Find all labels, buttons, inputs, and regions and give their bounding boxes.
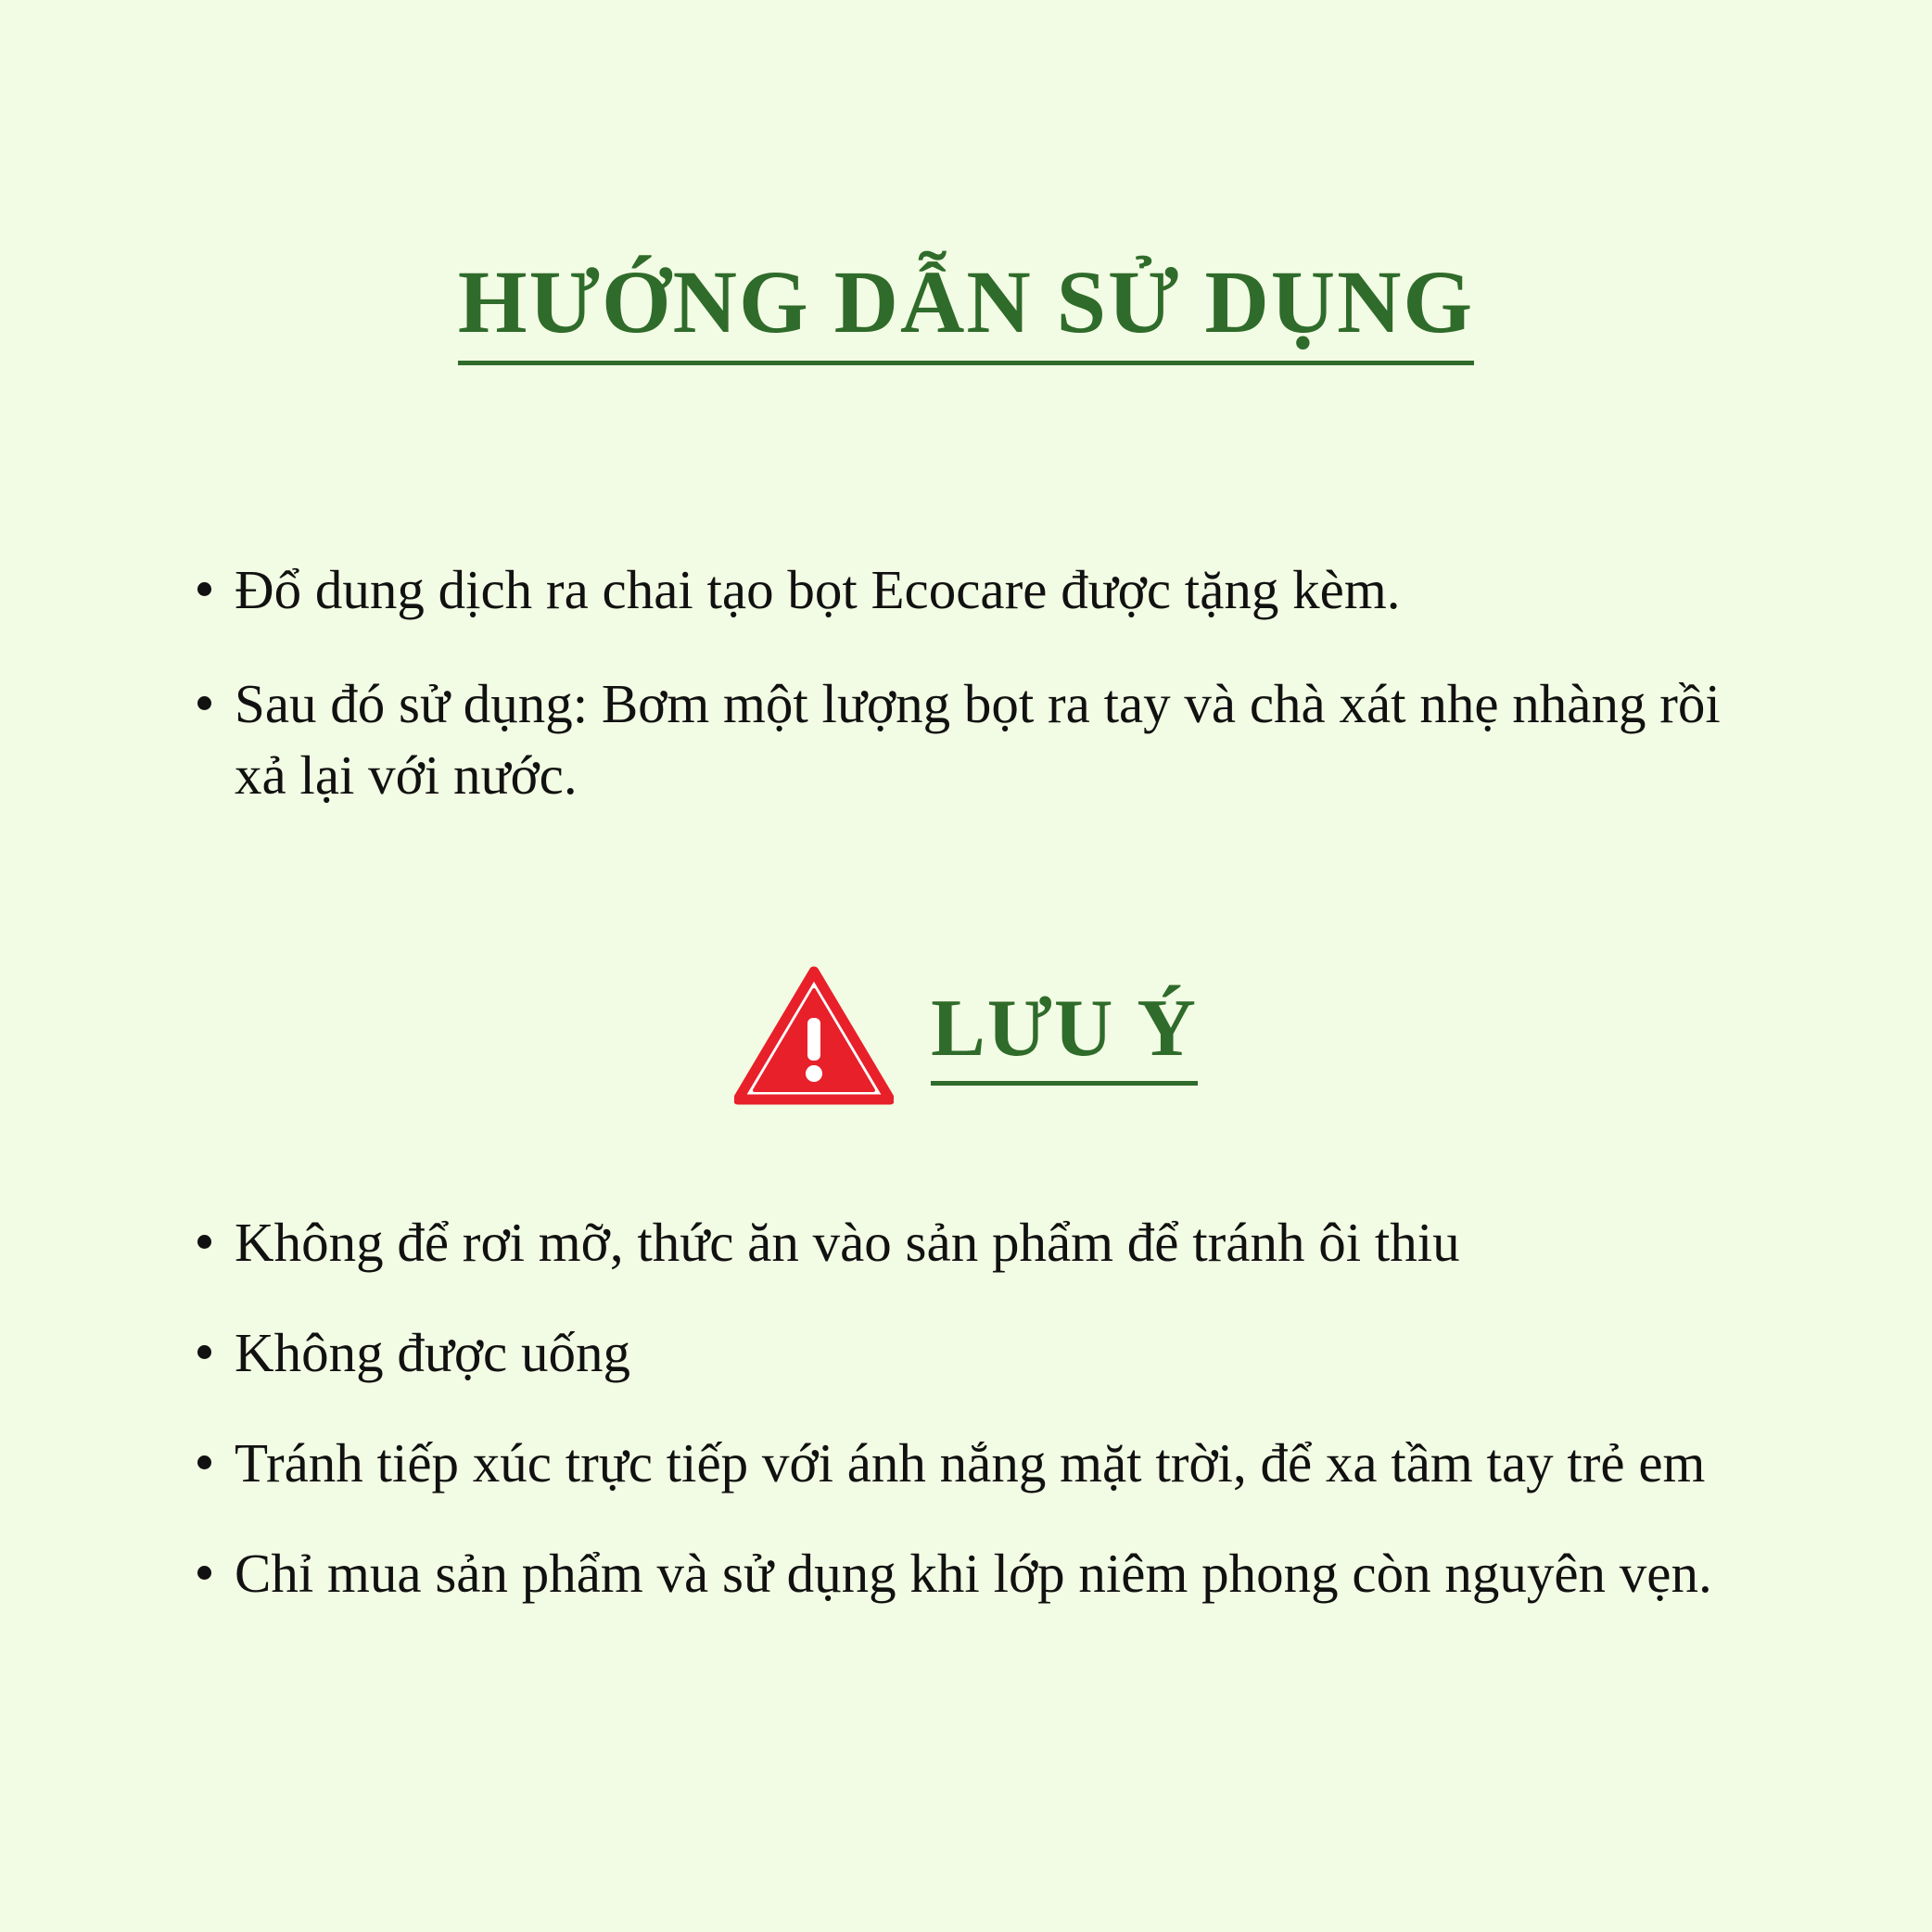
warning-triangle-icon — [734, 966, 894, 1105]
usage-steps-list — [0, 554, 1932, 810]
list-item: Không được uống — [190, 1317, 1765, 1389]
list-item: Không để rơi mỡ, thức ăn vào sản phẩm để tránh ôi thiu — [190, 1207, 1765, 1278]
warning-title: LƯU Ý — [931, 986, 1198, 1086]
list-item: Tránh tiếp xúc trực tiếp với ánh nắng mặt trời, để xa tầm tay trẻ em — [190, 1428, 1765, 1499]
page-title: HƯỚNG DẪN SỬ DỤNG — [458, 256, 1474, 365]
list-item: Sau đó sử dụng: Bơm một lượng bọt ra tay và chà xát nhẹ nhàng rồi xả lại với nước. — [190, 668, 1765, 810]
list-item: Đổ dung dịch ra chai tạo bọt Ecocare được tặng kèm. — [190, 554, 1765, 626]
warning-heading — [0, 966, 1932, 1105]
page-title-container — [0, 0, 1932, 425]
warning-notes-list — [0, 1207, 1932, 1608]
list-item: Chỉ mua sản phẩm và sử dụng khi lớp niêm phong còn nguyên vẹn. — [190, 1538, 1765, 1609]
